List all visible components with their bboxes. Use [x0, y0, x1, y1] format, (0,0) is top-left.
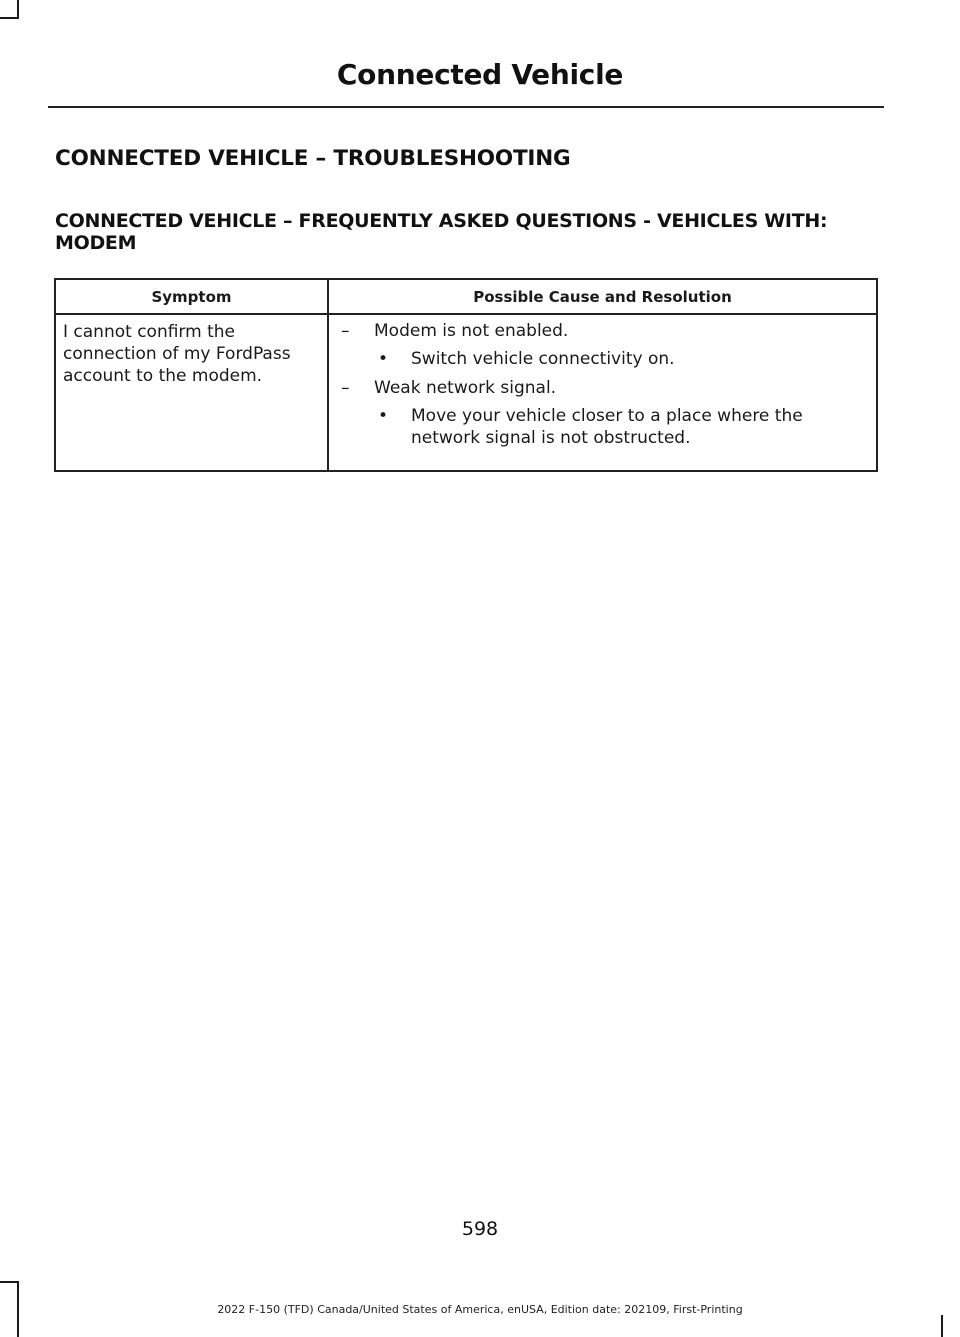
crop-mark	[941, 1315, 943, 1337]
resolution-item	[378, 348, 864, 370]
table-row	[55, 314, 877, 471]
dash-marker: –	[341, 321, 350, 341]
resolution-text: Switch vehicle connectivity on.	[411, 349, 675, 369]
table-header-row	[55, 279, 877, 314]
bullet-marker: •	[378, 406, 389, 426]
troubleshooting-table	[54, 278, 878, 472]
crop-mark	[0, 1281, 19, 1283]
crop-mark	[0, 17, 19, 19]
crop-mark	[17, 0, 19, 18]
symptom-cell: I cannot confirm the connection of my FordPass account to the modem.	[55, 314, 328, 471]
resolution-text: Move your vehicle closer to a place where the network signal is not obstructed.	[411, 406, 803, 448]
column-header-symptom: Symptom	[55, 279, 328, 314]
cause-text: Weak network signal.	[374, 378, 557, 398]
page-number: 598	[461, 1218, 499, 1240]
section-title: CONNECTED VEHICLE – TROUBLESHOOTING	[55, 146, 571, 171]
column-header-cause-resolution: Possible Cause and Resolution	[328, 279, 877, 314]
dash-marker: –	[341, 378, 350, 398]
cause-text: Modem is not enabled.	[374, 321, 569, 341]
cause-item	[341, 377, 864, 399]
subsection-title: CONNECTED VEHICLE – FREQUENTLY ASKED QUESTIONS - VEHICLES WITH: MODEM	[55, 210, 828, 254]
bullet-marker: •	[378, 349, 389, 369]
page-footer: 2022 F-150 (TFD) Canada/United States of America, enUSA, Edition date: 202109, First-Printing	[217, 1303, 743, 1316]
cause-item	[341, 320, 864, 342]
header-rule	[48, 106, 884, 108]
running-header: Connected Vehicle	[336, 58, 624, 91]
cause-resolution-cell	[328, 314, 877, 471]
resolution-item	[378, 405, 864, 449]
